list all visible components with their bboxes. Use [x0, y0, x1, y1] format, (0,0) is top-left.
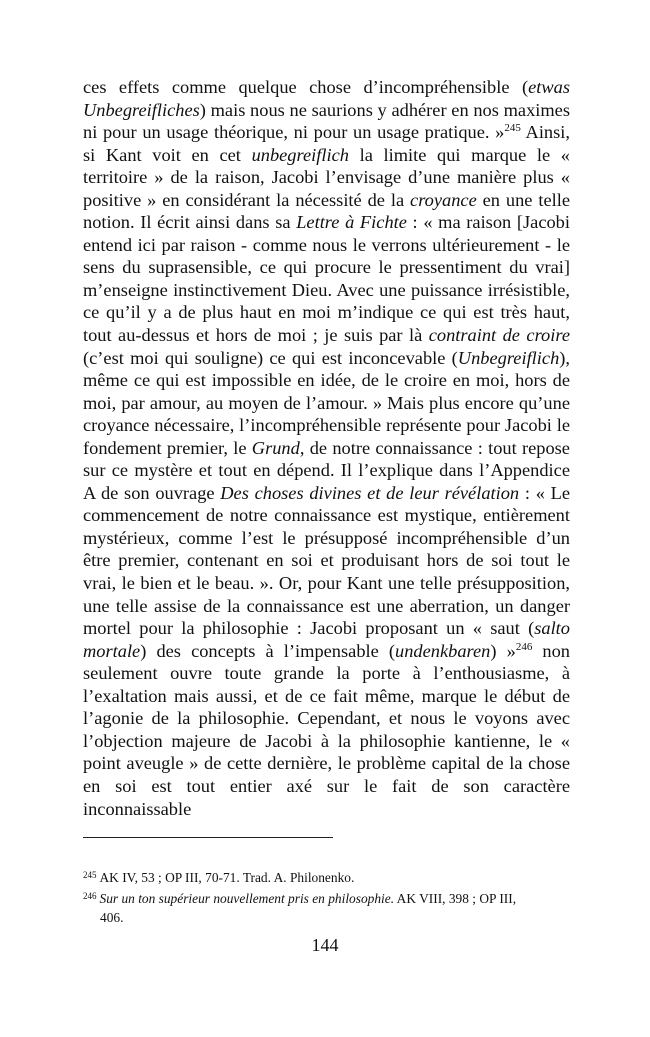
footnote-245 — [83, 866, 570, 887]
paragraph — [83, 76, 570, 820]
italic-term: croyance — [410, 189, 477, 210]
footnotes — [83, 866, 570, 927]
text-run: ) des concepts à l’impensable ( — [140, 640, 396, 661]
text-run: en une telle notion. Il écrit ainsi dans sa — [83, 189, 571, 233]
main-text — [83, 76, 570, 820]
italic-term: unbegreiflich — [251, 144, 349, 165]
italic-term: Unbegreiflich — [457, 347, 560, 368]
text-run: : « ma raison [Jacobi entend ici par raison - comme nous le verrons ultérieurement - le sens du suprasensible, ce qui procure le pressentiment du vrai] m’enseigne instinctivement Dieu. Avec une puissance irrésistible, ce qu’il y a de plus haut en moi m’indique ce qui est très haut, tout au-dessus et hors de moi ; je suis par là — [83, 212, 570, 346]
text-run: ) mais nous ne saurions y adhérer en nos maximes ni pour un usage théorique, ni pour un usage pratique. » — [83, 99, 570, 143]
italic-term: etwas Unbegreifliches — [83, 77, 570, 120]
footnote-ref-245[interactable]: 245 — [504, 122, 521, 135]
footnote-text: AK IV, 53 ; OP III, 70-71. Trad. A. Philonenko. — [99, 870, 355, 885]
text-run: non seulement ouvre toute grande la porte à l’enthousiasme, à l’exaltation mais aussi, et de ce fait même, marque le début de l’agonie de la philosophie. Cependant, et nous le voyons avec l’objection majeure de Jacobi à la philosophie kantienne, le « point aveugle » de cette dernière, le problème capital de la chose en soi est tout entier axé sur le fait de son caractère inconnaissable — [83, 640, 571, 819]
italic-term: salto mortale — [83, 618, 570, 661]
footnote-separator — [83, 837, 333, 838]
italic-term: Grund — [251, 437, 300, 458]
text-run: la limite qui marque le « territoire » de la raison, Jacobi l’envisage d’une manière plus « positive » en considérant la nécessité de la — [83, 144, 570, 210]
footnote-246 — [83, 887, 570, 927]
italic-title: Des choses divines et de leur révélation — [220, 482, 520, 503]
text-run: : « Le commencement de notre connaissance est mystique, entièrement mystérieux, comme l’est le présupposé incompréhensible d’un être premier, contenant en soi et produisant hors de soi tout le vrai, le bien et le beau. ». Or, pour Kant une telle présupposition, une telle assise de la connaissance est une aberration, un danger mortel pour la philosophie : Jacobi proposant un « saut ( — [83, 482, 570, 639]
italic-term: undenkbaren — [395, 640, 491, 661]
text-run: ) » — [490, 640, 516, 661]
footnote-ref-246[interactable]: 246 — [515, 640, 533, 653]
text-run: ), même ce qui est impossible en idée, de le croire en moi, hors de moi, par amour, au moyen de l’amour. » Mais plus encore qu’une croyance nécessaire, l’incompréhensible représente pour Jacobi le fondement premier, le — [83, 347, 570, 458]
text-run: Ainsi, si Kant voit en cet — [83, 122, 570, 165]
footnote-number: 246 — [83, 891, 97, 901]
text-run: ces effets comme quelque chose d’incompréhensible ( — [83, 77, 529, 97]
text-run: , de notre connaissance : tout repose sur ce mystère et tout en dépend. Il l’explique dans l’Appendice A de son ouvrage — [83, 437, 570, 503]
footnote-continuation: 406. — [100, 910, 124, 925]
italic-term: contraint de croire — [428, 325, 570, 346]
page-number: 144 — [311, 935, 339, 955]
footnote-number: 245 — [83, 870, 97, 880]
italic-title: Lettre à Fichte — [296, 212, 407, 233]
text-run: (c’est moi qui souligne) ce qui est inconcevable ( — [83, 347, 458, 368]
footnote-text: AK VIII, 398 ; OP III, — [394, 891, 517, 906]
footnote-title: Sur un ton supérieur nouvellement pris en philosophie. — [99, 891, 395, 906]
page-body — [83, 76, 570, 820]
